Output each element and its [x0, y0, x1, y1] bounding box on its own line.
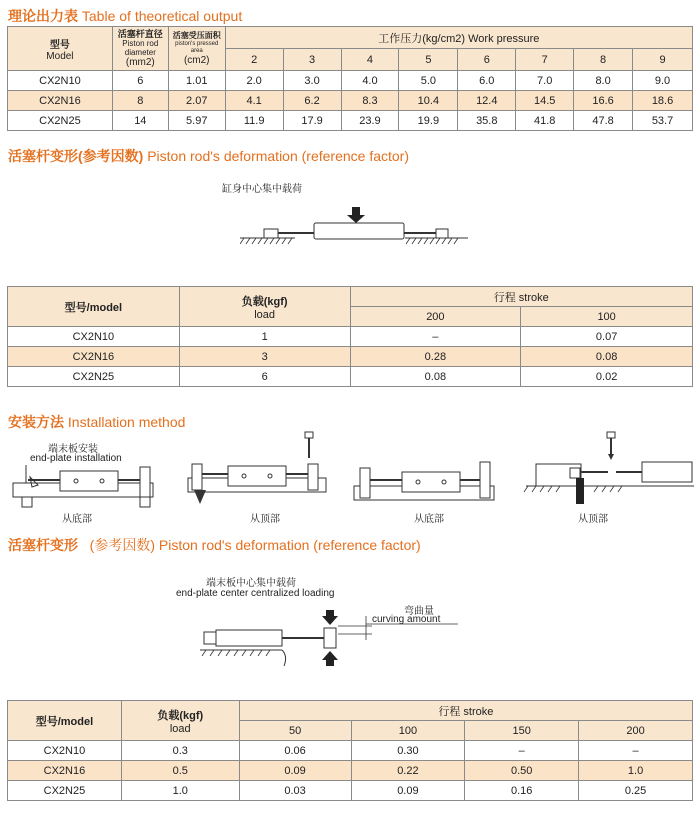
section4-title-cn: 活塞杆变形 — [8, 537, 78, 553]
value-cell: 0.50 — [465, 761, 579, 781]
pressure-header: 7 — [516, 49, 574, 71]
table-row — [8, 781, 693, 801]
model-cell: CX2N16 — [8, 347, 180, 367]
value-cell: 10.4 — [399, 91, 458, 111]
deformation-table-2 — [7, 700, 693, 801]
curving-caption-en: curving amount — [372, 614, 441, 625]
value-cell: 0.08 — [350, 367, 521, 387]
value-cell: 18.6 — [633, 91, 693, 111]
value-cell: 0.06 — [239, 741, 351, 761]
value-cell: 8.3 — [341, 91, 399, 111]
value-cell: 23.9 — [341, 111, 399, 131]
model-cell: CX2N10 — [8, 71, 113, 91]
value-cell: 9.0 — [633, 71, 693, 91]
model-cell: CX2N25 — [8, 781, 122, 801]
section4-heading — [8, 535, 421, 555]
load-cell: 3 — [179, 347, 350, 367]
section4-title-en: (参考因数) Piston rod's deformation (reference factor) — [89, 537, 421, 553]
value-cell: 0.02 — [521, 367, 693, 387]
table-row — [8, 71, 693, 91]
col-model-cn: 型号 — [49, 39, 70, 51]
value-cell: 35.8 — [458, 111, 516, 131]
endplate-load-caption-cn: 端末板中心集中载荷 — [206, 578, 296, 589]
pressure-header: 3 — [283, 49, 341, 71]
pressure-header: 6 — [458, 49, 516, 71]
load-cell: 0.5 — [121, 761, 239, 781]
value-cell: 0.09 — [239, 761, 351, 781]
load-cell: 6 — [179, 367, 350, 387]
col-rod-unit: (mm2) — [125, 57, 155, 68]
install-caption-2: 从顶部 — [250, 514, 280, 525]
value-cell: 5.0 — [399, 71, 458, 91]
value-cell: 2.0 — [225, 71, 283, 91]
endplate-load-diagram — [196, 600, 466, 672]
col-model-header: 型号/model — [8, 287, 180, 327]
area-cell: 1.01 — [168, 71, 225, 91]
table-row — [8, 111, 693, 131]
col-stroke-header: 行程 stroke — [239, 701, 692, 721]
install-diagram-1 — [8, 463, 168, 511]
model-cell: CX2N25 — [8, 367, 180, 387]
model-cell: CX2N16 — [8, 761, 122, 781]
stroke-header: 100 — [521, 307, 693, 327]
value-cell: 12.4 — [458, 91, 516, 111]
install-diagram-3 — [350, 458, 500, 510]
col-area-cn: 活塞受压面积 — [172, 31, 221, 40]
col-load-cn: 负载(kgf) — [241, 295, 288, 308]
load-cell: 0.3 — [121, 741, 239, 761]
col-rod-en: Piston rod diameter — [122, 39, 159, 57]
value-cell: 8.0 — [574, 71, 633, 91]
stroke-header: 150 — [465, 721, 579, 741]
install-diagram-2 — [180, 430, 330, 508]
install-caption-1: 从底部 — [62, 514, 92, 525]
theoretical-output-table — [7, 26, 693, 131]
endplate-load-caption-en: end-plate center centralized loading — [176, 588, 335, 599]
section1-heading — [8, 6, 242, 26]
endplate-caption-en: end-plate installation — [30, 453, 122, 464]
pressure-header: 5 — [399, 49, 458, 71]
stroke-header: 100 — [351, 721, 465, 741]
rod-cell: 8 — [112, 91, 168, 111]
install-caption-4: 从顶部 — [578, 514, 608, 525]
col-area-unit: (cm2) — [183, 55, 210, 66]
rod-cell: 6 — [112, 71, 168, 91]
value-cell: 4.0 — [341, 71, 399, 91]
value-cell: 17.9 — [283, 111, 341, 131]
stroke-header: 50 — [239, 721, 351, 741]
stroke-header: 200 — [579, 721, 693, 741]
value-cell: 0.09 — [351, 781, 465, 801]
model-cell: CX2N10 — [8, 327, 180, 347]
section3-heading — [8, 412, 185, 432]
value-cell: 14.5 — [516, 91, 574, 111]
section1-title-cn: 理论出力表 — [8, 8, 78, 24]
section3-title-cn: 安装方法 — [8, 414, 64, 430]
value-cell: 11.9 — [225, 111, 283, 131]
col-load-header — [179, 287, 350, 327]
value-cell: 0.16 — [465, 781, 579, 801]
value-cell: 7.0 — [516, 71, 574, 91]
value-cell: 4.1 — [225, 91, 283, 111]
install-diagram-4 — [518, 430, 696, 510]
value-cell: 41.8 — [516, 111, 574, 131]
table-row — [8, 367, 693, 387]
section2-title-cn: 活塞杆变形(参考因数) — [8, 148, 144, 164]
col-area-header — [168, 27, 225, 71]
value-cell: 1.0 — [579, 761, 693, 781]
pressure-header: 2 — [225, 49, 283, 71]
pressure-header: 4 — [341, 49, 399, 71]
install-caption-3: 从底部 — [414, 514, 444, 525]
load-cell: 1.0 — [121, 781, 239, 801]
value-cell: 6.0 — [458, 71, 516, 91]
value-cell: 53.7 — [633, 111, 693, 131]
col-load-cn: 负载(kgf) — [157, 709, 204, 722]
model-cell: CX2N16 — [8, 91, 113, 111]
stroke-header: 200 — [350, 307, 521, 327]
table-row — [8, 327, 693, 347]
col-model-header — [8, 27, 113, 71]
col-load-header — [121, 701, 239, 741]
value-cell: 47.8 — [574, 111, 633, 131]
value-cell: 0.07 — [521, 327, 693, 347]
value-cell: 0.03 — [239, 781, 351, 801]
table-row — [8, 347, 693, 367]
value-cell: 0.25 — [579, 781, 693, 801]
col-pressure-header: 工作压力(kg/cm2) Work pressure — [225, 27, 692, 49]
rod-cell: 14 — [112, 111, 168, 131]
value-cell: 3.0 — [283, 71, 341, 91]
table-row — [8, 91, 693, 111]
model-cell: CX2N25 — [8, 111, 113, 131]
pressure-header: 9 — [633, 49, 693, 71]
cylinder-center-load-diagram — [240, 205, 470, 255]
col-load-en: load — [169, 722, 191, 735]
col-rod-header — [112, 27, 168, 71]
value-cell: 0.22 — [351, 761, 465, 781]
value-cell: 16.6 — [574, 91, 633, 111]
value-cell: 0.08 — [521, 347, 693, 367]
col-stroke-header: 行程 stroke — [350, 287, 693, 307]
value-cell: 0.30 — [351, 741, 465, 761]
value-cell: 19.9 — [399, 111, 458, 131]
load-cell: 1 — [179, 327, 350, 347]
pressure-header: 8 — [574, 49, 633, 71]
area-cell: 2.07 — [168, 91, 225, 111]
deformation-table-1 — [7, 286, 693, 387]
value-cell: – — [350, 327, 521, 347]
value-cell: 0.28 — [350, 347, 521, 367]
model-cell: CX2N10 — [8, 741, 122, 761]
col-load-en: load — [254, 308, 276, 321]
value-cell: 6.2 — [283, 91, 341, 111]
area-cell: 5.97 — [168, 111, 225, 131]
table-row — [8, 741, 693, 761]
value-cell: – — [579, 741, 693, 761]
section3-title-en: Installation method — [67, 414, 186, 430]
curving-caption-cn: 弯曲量 — [404, 606, 434, 617]
value-cell: – — [465, 741, 579, 761]
endplate-caption-cn: 端末板安装 — [48, 444, 98, 455]
section2-heading — [8, 146, 409, 166]
diagram-caption: 缸身中心集中载荷 — [222, 184, 302, 195]
col-model-en: Model — [46, 50, 74, 62]
section2-title-en: Piston rod's deformation (reference factor) — [147, 148, 410, 164]
col-model-header: 型号/model — [8, 701, 122, 741]
table-row — [8, 761, 693, 781]
col-rod-cn: 活塞杆直径 — [117, 29, 163, 39]
section1-title-en: Table of theoretical output — [81, 8, 243, 24]
col-area-en: piston's pressed area — [175, 41, 219, 54]
